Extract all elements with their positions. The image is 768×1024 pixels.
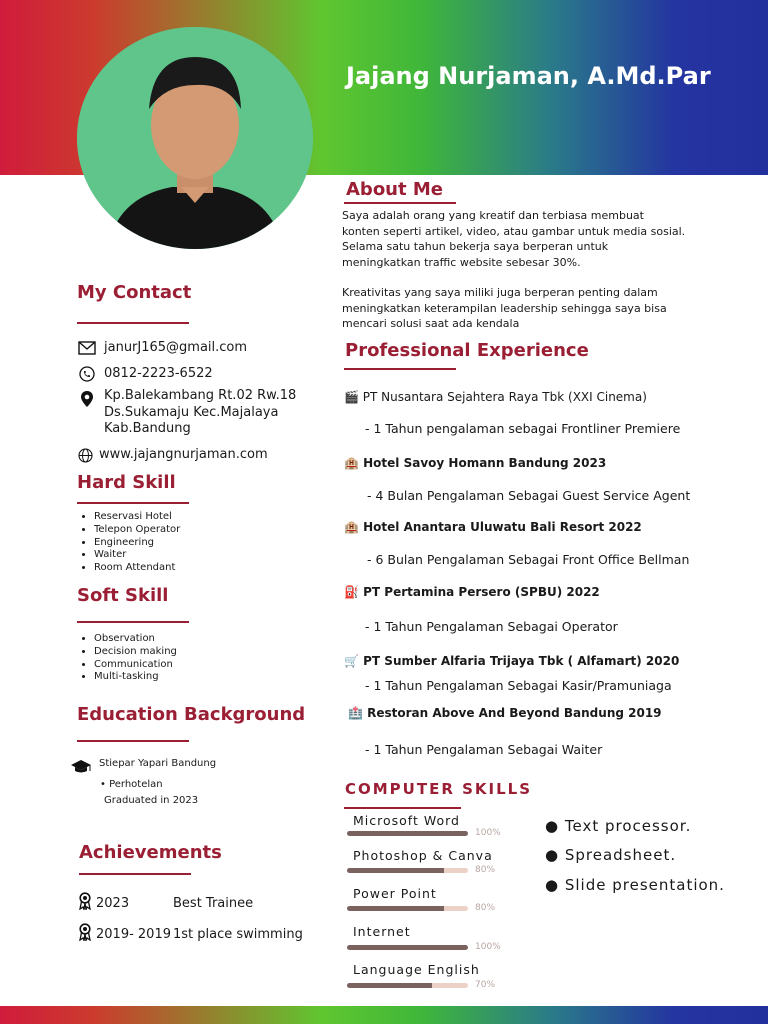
computer-skill-bullet: ● Spreadsheet. [545,846,677,864]
about-spacer [342,270,742,285]
computer-skill-bullet: ● Text processor. [545,817,692,835]
skill-bar-percent: 70% [475,980,496,990]
experience-entry-heading [348,706,662,720]
achievement-label: 1st place swimming [173,926,303,942]
email-text: janurJ165@gmail.com [104,340,248,355]
contact-website[interactable] [77,447,268,463]
phone-text: 0812-2223-6522 [104,366,213,381]
about-line: Kreativitas yang saya miliki juga berperan penting dalam [342,286,658,299]
graduated-text: Graduated in 2023 [104,795,199,806]
skill-bar-label: Power Point [353,886,437,901]
award-ribbon-icon [78,892,96,914]
experience-underline [344,368,456,370]
education-underline [77,740,189,742]
footer-gradient-band [0,1006,768,1024]
list-item: • Decision making [94,646,177,659]
hard-skill-list [78,511,180,575]
employer: Hotel Anantara Uluwatu Bali Resort 2022 [363,520,642,534]
list-item: • Multi-tasking [94,671,177,684]
skill-bar-fill [347,945,468,950]
contact-address [77,388,296,438]
skill-bar-label: Internet [353,924,411,939]
clapperboard-icon: 🎬 [344,390,359,404]
about-underline [344,202,456,204]
bullet-text: Text processor. [564,817,692,835]
website-text: www.jajangnurjaman.com [99,447,268,462]
achievement-label: Best Trainee [173,895,254,911]
computer-skills-underline [344,807,461,809]
phone-icon [77,366,97,382]
skill-bar-percent: 80% [475,865,496,875]
soft-skill-underline [77,621,189,623]
about-line: konten seperti artikel, video, atau gambar untuk media sosial. [342,224,686,238]
skill-bar-fill [347,831,468,836]
education-major: • Perhotelan [100,779,163,790]
experience-entry-heading [344,390,647,404]
skill-bar-track [347,945,468,950]
about-line: meningkatkan traffic website sebesar 30%. [342,255,581,269]
list-item: • Engineering [94,537,180,550]
employer: Hotel Savoy Homann Bandung 2023 [363,456,607,470]
computer-skill-bullet: ● Slide presentation. [545,876,725,894]
address-line: Ds.Sukamaju Kec.Majalaya [104,404,279,420]
list-item: • Room Attendant [94,562,180,575]
about-title: About Me [346,179,443,200]
contact-title: My Contact [77,282,192,303]
experience-entry-desc: - 1 Tahun pengalaman sebagai Frontliner Premiere [365,421,681,436]
profile-photo [77,27,313,249]
award-ribbon-icon [78,923,96,945]
employer: PT Nusantara Sejahtera Raya Tbk (XXI Cinema) [362,390,647,404]
skill-bar-label: Photoshop & Canva [353,848,493,863]
skill-bar-label: Microsoft Word [353,813,460,828]
list-item: • Observation [94,633,177,646]
fuel-pump-icon: ⛽ [344,585,359,599]
about-text [342,208,742,332]
hotel-icon: 🏨 [344,456,359,470]
list-item: • Reservasi Hotel [94,511,180,524]
person-portrait-icon [77,27,313,249]
building-icon: 🏥 [348,706,363,720]
achievement-row [78,923,303,945]
experience-entry-heading [344,654,679,668]
experience-entry-heading [344,585,600,599]
experience-title: Professional Experience [345,340,589,361]
about-line: Selama satu tahun bekerja saya berperan untuk [342,240,609,253]
contact-phone[interactable] [77,366,213,382]
bullet-text: Slide presentation. [564,876,725,894]
experience-entry-desc: - 1 Tahun Pengalaman Sebagai Kasir/Pramuniaga [365,678,672,693]
achievements-title: Achievements [79,842,222,863]
achievement-year: 2023 [96,895,130,911]
address-line: Kp.Balekambang Rt.02 Rw.18 [104,388,297,403]
skill-bar-track [347,868,468,873]
list-item: • Waiter [94,549,180,562]
experience-entry-heading [344,520,642,534]
employer: Restoran Above And Beyond Bandung 2019 [367,706,662,720]
employer: PT Sumber Alfaria Trijaya Tbk ( Alfamart) 2020 [363,654,680,668]
achievements-underline [79,873,191,875]
skill-bar-percent: 80% [475,903,496,913]
achievement-year: 2019- 2019 [96,926,171,942]
school-name: Stiepar Yapari Bandung [99,758,217,769]
list-item: • Communication [94,659,177,672]
experience-entry-desc: - 1 Tahun Pengalaman Sebagai Operator [365,619,618,634]
about-line: Saya adalah orang yang kreatif dan terbiasa membuat [342,209,644,222]
globe-icon [77,447,93,463]
computer-skills-title: COMPUTER SKILLS [345,780,533,798]
graduation-cap-icon [70,759,92,779]
hard-skill-title: Hard Skill [77,472,176,493]
shopping-cart-icon: 🛒 [344,654,359,668]
experience-entry-desc: - 1 Tahun Pengalaman Sebagai Waiter [365,742,603,757]
contact-underline [77,322,189,324]
bullet-text: Spreadsheet. [564,846,677,864]
skill-bar-label: Language English [353,962,480,977]
skill-bar-track [347,831,468,836]
skill-bar-fill [347,983,432,988]
about-line: mencari solusi saat ada kendala [342,317,520,330]
education-title: Education Background [77,704,306,725]
location-pin-icon [77,391,97,407]
hard-skill-underline [77,502,189,504]
skill-bar-percent: 100% [475,942,501,952]
employer: PT Pertamina Persero (SPBU) 2022 [363,585,600,599]
skill-bar-track [347,906,468,911]
achievement-row [78,892,253,914]
soft-skill-title: Soft Skill [77,585,169,606]
contact-email[interactable] [77,340,247,356]
about-line: meningkatkan keterampilan leadership sehingga saya bisa [342,301,667,315]
skill-bar-fill [347,868,444,873]
skill-bar-percent: 100% [475,828,501,838]
list-item: • Telepon Operator [94,524,180,537]
experience-entry-heading [344,456,606,470]
skill-bar-fill [347,906,444,911]
candidate-name: Jajang Nurjaman, A.Md.Par [346,62,711,90]
soft-skill-list [78,633,177,684]
skill-bar-track [347,983,468,988]
hotel-icon: 🏨 [344,520,359,534]
address-line: Kab.Bandung [104,421,191,436]
experience-entry-desc: - 4 Bulan Pengalaman Sebagai Guest Service Agent [367,488,691,503]
experience-entry-desc: - 6 Bulan Pengalaman Sebagai Front Office Bellman [367,552,690,567]
envelope-icon [77,340,97,356]
